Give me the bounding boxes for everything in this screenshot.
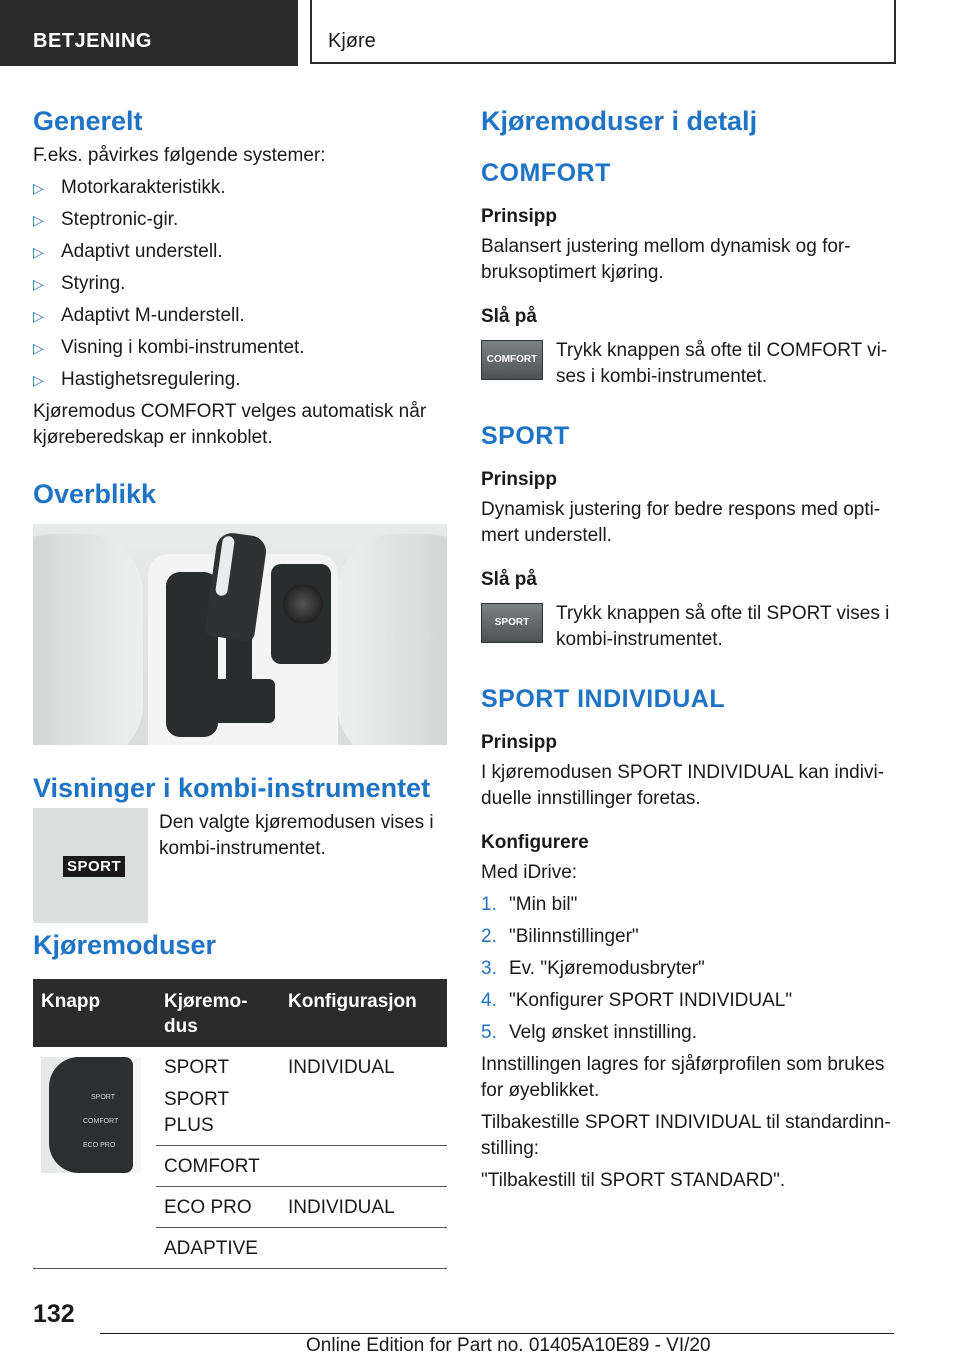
center-console-image [33, 524, 447, 745]
list-item: ▷ Adaptivt M-understell. [33, 303, 447, 329]
idrive-controller-icon [283, 584, 323, 624]
list-item: ▷ Visning i kombi-instrumentet. [33, 335, 447, 361]
button-image-cell [33, 1047, 156, 1269]
visninger-text: Den valgte kjøremodusen vises i kombi-instrumentet. [159, 812, 434, 859]
configure-label: Konfigurere [481, 832, 589, 853]
table-row [33, 1047, 447, 1146]
cluster-display-image [33, 808, 148, 923]
list-item: ▷ Styring. [33, 271, 447, 297]
systems-list [33, 175, 447, 393]
table-cell: COMFORT [156, 1146, 280, 1187]
comfort-heading: COMFORT [481, 159, 611, 187]
table-header-row [33, 979, 447, 1047]
triangle-bullet-icon: ▷ [33, 340, 44, 356]
comfort-on-block [481, 338, 895, 398]
triangle-bullet-icon: ▷ [33, 244, 44, 260]
generelt-heading: Generelt [33, 106, 143, 136]
comfort-principle: Balansert justering mellom dynamisk og for-bruksoptimert kjøring. [481, 236, 851, 283]
modes-table [33, 979, 447, 1269]
sport-mode-indicator: SPORT [63, 856, 125, 877]
generelt-intro: F.eks. påvirkes følgende systemer: [33, 145, 326, 166]
table-cell: ADAPTIVE [156, 1228, 280, 1269]
configure-intro: Med iDrive: [481, 862, 578, 883]
table-cell [280, 1228, 447, 1269]
sport-heading: SPORT [481, 422, 570, 450]
overblikk-heading: Overblikk [33, 479, 157, 509]
visninger-heading: Visninger i kombi-instrumentet [33, 773, 431, 803]
mode-buttons-image: SPORT COMFORT ECO PRO [41, 1057, 141, 1173]
sport-principle: Dynamisk justering for bedre respons med opti-mert understell. [481, 499, 881, 546]
list-item: 3. Ev. "Kjøremodusbryter" [481, 958, 705, 979]
sport-on-block [481, 601, 895, 661]
table-cell: INDIVIDUAL [280, 1187, 447, 1228]
list-item: ▷ Adaptivt understell. [33, 239, 447, 265]
individual-principle: I kjøremodusen SPORT INDIVIDUAL kan indivi-duelle innstillinger foretas. [481, 762, 885, 809]
detail-heading: Kjøremoduser i detalj [481, 106, 758, 136]
comfort-button-icon: COMFORT [481, 340, 543, 380]
left-column [33, 98, 447, 1269]
table-cell: ECO PRO [156, 1187, 280, 1228]
col-header-kjoremodus: Kjøremo-dus [156, 979, 280, 1047]
sport-on-text: Trykk knappen så ofte til SPORT vises i kombi-instrumentet. [556, 603, 890, 650]
generelt-note: Kjøremodus COMFORT velges automatisk når kjøreberedskap er innkoblet. [33, 401, 427, 448]
comfort-on-label: Slå på [481, 306, 537, 327]
table-cell: SPORT SPORT PLUS [156, 1047, 280, 1146]
triangle-bullet-icon: ▷ [33, 212, 44, 228]
comfort-principle-label: Prinsipp [481, 206, 558, 227]
triangle-bullet-icon: ▷ [33, 180, 44, 196]
col-header-konfigurasjon: Konfigurasjon [280, 979, 447, 1047]
sport-on-label: Slå på [481, 569, 537, 590]
list-item: 5. Velg ønsket innstilling. [481, 1022, 697, 1043]
footer-rule [100, 1333, 894, 1334]
kjoremoduser-heading: Kjøremoduser [33, 930, 217, 960]
right-column [481, 98, 895, 1194]
configure-steps [481, 892, 895, 1046]
stored-note: Innstillingen lagres for sjåførprofilen som brukes for øyeblikket. [481, 1054, 885, 1101]
reset-command: "Tilbakestill til SPORT STANDARD". [481, 1170, 786, 1191]
individual-heading: SPORT INDIVIDUAL [481, 685, 726, 713]
list-item: 1. "Min bil" [481, 894, 578, 915]
table-cell: INDIVIDUAL [280, 1047, 447, 1146]
chapter-tab: Kjøre [310, 0, 896, 64]
section-tab: BETJENING [0, 0, 298, 66]
list-item: 4. "Konfigurer SPORT INDIVIDUAL" [481, 990, 793, 1011]
list-item: ▷ Hastighetsregulering. [33, 367, 447, 393]
triangle-bullet-icon: ▷ [33, 372, 44, 388]
comfort-on-text: Trykk knappen så ofte til COMFORT vi-ses i kombi-instrumentet. [556, 340, 888, 387]
parking-brake-icon [213, 679, 275, 723]
reset-note: Tilbakestille SPORT INDIVIDUAL til standardinn-stilling: [481, 1112, 891, 1159]
sport-button-icon: SPORT [481, 603, 543, 643]
table-cell [280, 1146, 447, 1187]
sport-principle-label: Prinsipp [481, 469, 558, 490]
page-number: 132 [33, 1300, 75, 1328]
triangle-bullet-icon: ▷ [33, 308, 44, 324]
col-header-knapp: Knapp [33, 979, 156, 1047]
visninger-block [33, 808, 447, 924]
triangle-bullet-icon: ▷ [33, 276, 44, 292]
individual-principle-label: Prinsipp [481, 732, 558, 753]
list-item: 2. "Bilinnstillinger" [481, 926, 639, 947]
list-item: ▷ Motorkarakteristikk. [33, 175, 447, 201]
page-header [0, 0, 960, 66]
edition-footer: Online Edition for Part no. 01405A10E89 - VI/20 [306, 1335, 711, 1356]
list-item: ▷ Steptronic-gir. [33, 207, 447, 233]
